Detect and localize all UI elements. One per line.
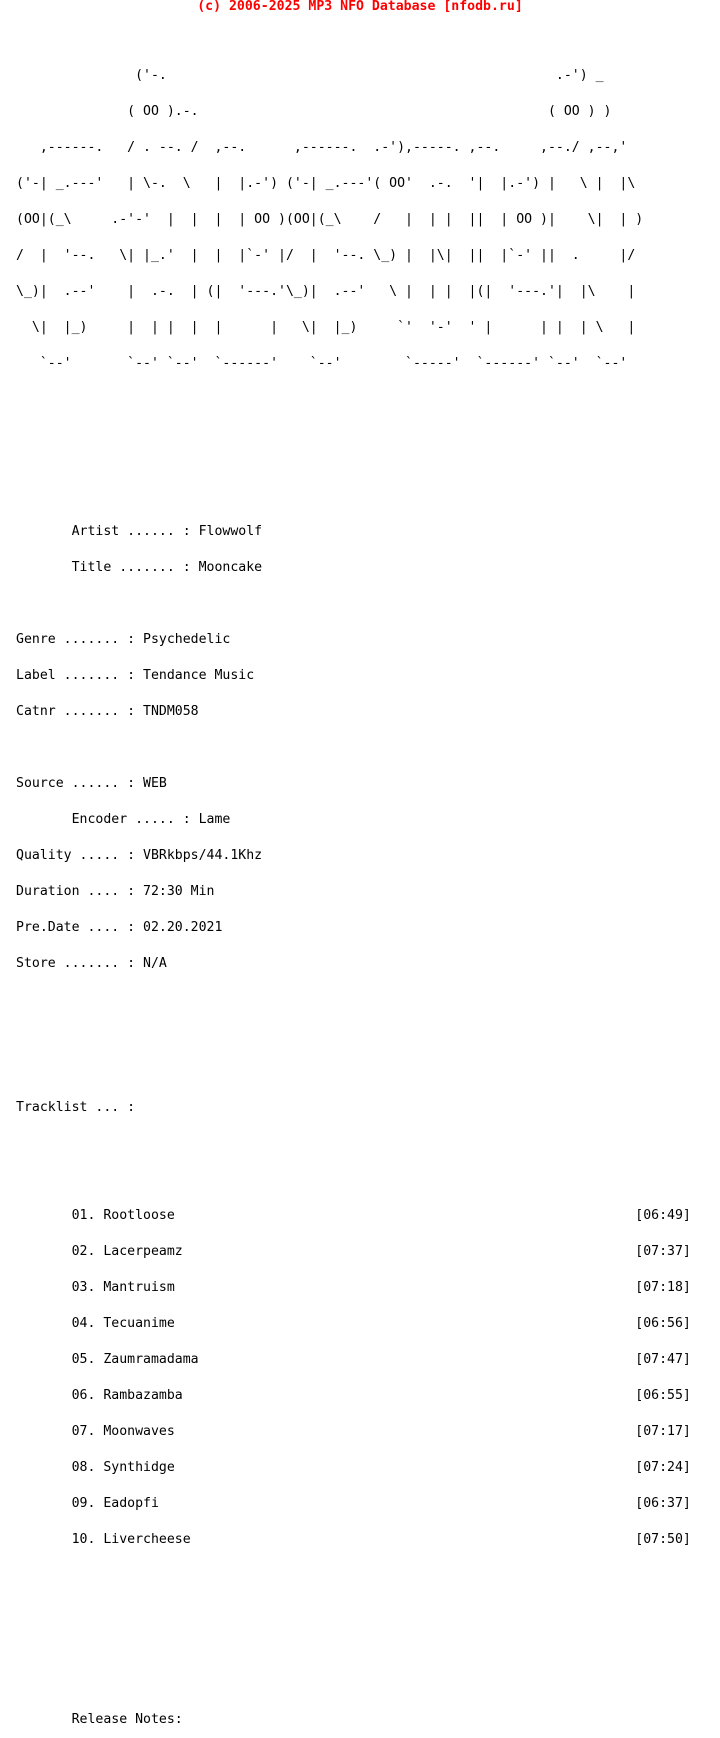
logo-line: ('-. .-') _ (16, 68, 604, 83)
blank-line (16, 742, 691, 754)
blank-line (16, 1606, 691, 1618)
encoder-line: Encoder ..... : Lame (16, 812, 231, 827)
predate-line: Pre.Date .... : 02.20.2021 (16, 920, 223, 935)
track-row: 03. Mantruism [07:18] (16, 1280, 691, 1295)
blank-line (16, 1030, 691, 1042)
artist-line: Artist ...... : Flowwolf (16, 524, 263, 539)
blank-line (16, 1066, 691, 1078)
logo-line: ,------. / . --. / ,--. ,------. .-'),-----. ,--. ,--./ ,--,' (16, 140, 628, 155)
blank-line (16, 490, 691, 502)
track-row: 08. Synthidge [07:24] (16, 1460, 691, 1475)
blank-line (16, 1138, 691, 1150)
genre-line: Genre ....... : Psychedelic (16, 632, 231, 647)
tracklist-heading: Tracklist ... : (16, 1100, 136, 1115)
track-row: 09. Eadopfi [06:37] (16, 1496, 691, 1511)
blank-line (16, 1570, 691, 1582)
quality-line: Quality ..... : VBRkbps/44.1Khz (16, 848, 263, 863)
blank-line (16, 418, 691, 430)
blank-line (16, 454, 691, 466)
source-line: Source ...... : WEB (16, 776, 167, 791)
title-line: Title ....... : Mooncake (16, 560, 263, 575)
track-row: 04. Tecuanime [06:56] (16, 1316, 691, 1331)
logo-line: / | '--. \| |_.' | | |`-' |/ | '--. \_) | |\| || |`-' || . |/ (16, 248, 636, 263)
logo-line: \| |_) | | | | | | \| |_) `' '-' ' | | | | \ | (16, 320, 636, 335)
blank-line (16, 598, 691, 610)
logo-line: \_)| .--' | .-. | (| '---.'\_)| .--' \ | | | |(| '---.'| |\ | (16, 284, 636, 299)
track-row: 02. Lacerpeamz [07:37] (16, 1244, 691, 1259)
track-row: 06. Rambazamba [06:55] (16, 1388, 691, 1403)
store-line: Store ....... : N/A (16, 956, 167, 971)
track-row: 10. Livercheese [07:50] (16, 1532, 691, 1547)
nfo-text-block (16, 22, 691, 1738)
release-notes-heading: Release Notes: (16, 1712, 183, 1727)
track-row: 01. Rootloose [06:49] (16, 1208, 691, 1223)
ascii-art-logo (16, 46, 691, 394)
track-row: 07. Moonwaves [07:17] (16, 1424, 691, 1439)
blank-line (16, 1174, 691, 1186)
blank-line (16, 994, 691, 1006)
logo-line: ( OO ).-. ( OO ) ) (16, 104, 612, 119)
track-row: 05. Zaumramadama [07:47] (16, 1352, 691, 1367)
logo-line: `--' `--' `--' `------' `--' `-----' `------' `--' `--' (16, 356, 628, 371)
blank-line (16, 1678, 691, 1690)
label-line: Label ....... : Tendance Music (16, 668, 255, 683)
logo-line: ('-| _.---' | \-. \ | |.-') ('-| _.---'( OO' .-. '| |.-') | \ | |\ (16, 176, 636, 191)
site-copyright-header: (c) 2006-2025 MP3 NFO Database [nfodb.ru] (197, 0, 523, 14)
catnr-line: Catnr ....... : TNDM058 (16, 704, 199, 719)
logo-line: (OO|(_\ .-'-' | | | | OO )(OO|(_\ / | | | || | OO )| \| | ) (16, 212, 644, 227)
blank-line (16, 1642, 691, 1654)
duration-line: Duration .... : 72:30 Min (16, 884, 215, 899)
